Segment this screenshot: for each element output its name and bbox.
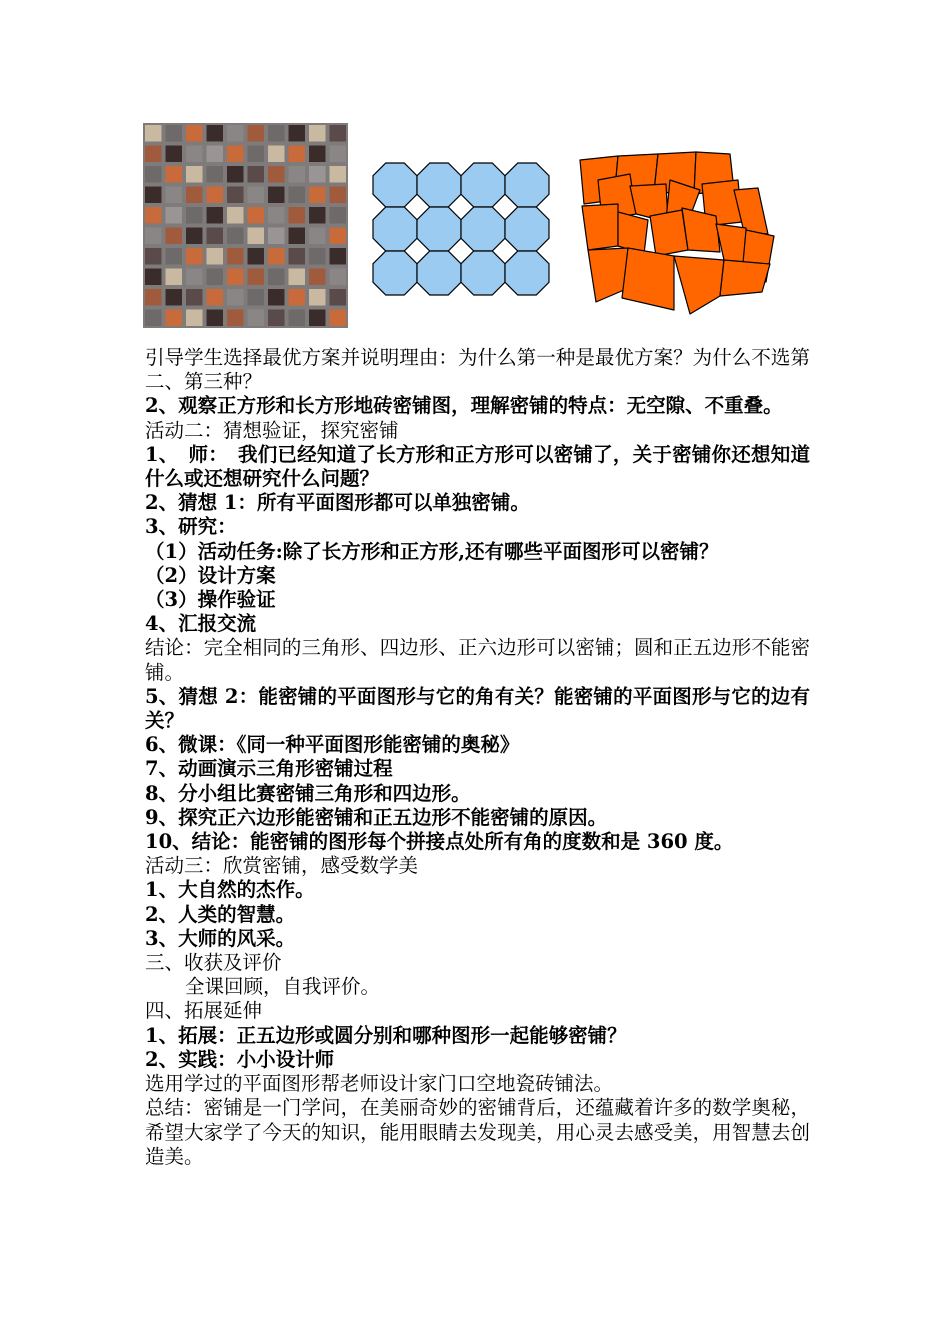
section-heading: 四、拓展延伸 [145,999,263,1023]
mosaic-tile [145,228,162,245]
mosaic-tile [248,289,265,306]
mosaic-tile [207,269,224,286]
mosaic-tile [145,248,162,265]
text-line: 3、研究： [145,515,237,539]
mosaic-tile [207,228,224,245]
mosaic-tile [289,146,306,163]
mosaic-tile [309,289,326,306]
lesson-plan-text [145,346,810,1169]
mosaic-tile [166,248,183,265]
mosaic-tile [248,146,265,163]
mosaic-tile [227,248,244,265]
text-line: 10、结论：能密铺的图形每个拼接点处所有角的度数和是 360 度。 [145,830,734,854]
mosaic-tile [330,166,347,183]
text-line: 7、动画演示三角形密铺过程 [145,757,393,781]
mosaic-tile [186,146,203,163]
mosaic-tile [330,207,347,224]
text-line: 5、猜想 2：能密铺的平面图形与它的角有关？能密铺的平面图形与它的边有关？ [145,684,810,733]
quad-tile [582,204,618,250]
mosaic-tile [268,207,285,224]
text-line: 全课回顾，自我评价。 [185,975,381,999]
mosaic-tile [330,248,347,265]
text-line: 总结：密铺是一门学问，在美丽奇妙的密铺背后，还蕴藏着许多的数学奥秘，希望大家学了今天的知识，能用眼睛去发现美，用心灵去感受美，用智慧去创造美。 [145,1096,810,1168]
octagon-tile [461,251,505,295]
mosaic-tile [145,125,162,142]
octagon-tile [417,251,461,295]
text-line: 1、 师： 我们已经知道了长方形和正方形可以密铺了，关于密铺你还想知道什么或还想研究什么问题？ [145,442,810,491]
octagon-tile [505,163,549,207]
octagon-tile [373,207,417,251]
mosaic-tile [186,125,203,142]
mosaic-tile [186,248,203,265]
mosaic-tile [145,289,162,306]
mosaic-tile [268,187,285,204]
mosaic-tile [309,166,326,183]
octagon-tile [505,207,549,251]
mosaic-tile [166,228,183,245]
mosaic-tile [268,310,285,327]
text-line: 2、人类的智慧。 [145,902,296,926]
text-line: 4、汇报交流 [145,612,257,636]
mosaic-tile [145,310,162,327]
mosaic-tile [289,187,306,204]
mosaic-tile [248,125,265,142]
mosaic-tile [309,207,326,224]
mosaic-tile [268,289,285,306]
mosaic-tile [330,146,347,163]
mosaic-tile [289,248,306,265]
mosaic-tile [248,207,265,224]
mosaic-tile [289,228,306,245]
mosaic-tile [248,269,265,286]
mosaic-tile [248,310,265,327]
mosaic-tile [145,146,162,163]
mosaic-tile [248,166,265,183]
mosaic-tile [227,310,244,327]
section-heading: 三、收获及评价 [145,951,282,975]
mosaic-tile [145,269,162,286]
mosaic-tile [186,228,203,245]
section-heading: 活动二：猜想验证，探究密铺 [145,418,399,442]
mosaic-tile [309,228,326,245]
mosaic-tile [309,125,326,142]
mosaic-tile [309,248,326,265]
mosaic-tile [289,310,306,327]
text-line: （1）活动任务:除了长方形和正方形,还有哪些平面图形可以密铺？ [145,539,719,563]
text-line: （2）设计方案 [145,563,276,587]
quadrilateral-tiling-image [578,150,778,320]
mosaic-tile [268,166,285,183]
mosaic-tile [289,207,306,224]
mosaic-tile [166,125,183,142]
mosaic-tile [227,146,244,163]
quad-tile [650,210,688,256]
mosaic-tile [309,310,326,327]
mosaic-tile [207,187,224,204]
mosaic-tile [145,166,162,183]
mosaic-tile [289,289,306,306]
text-line: （3）操作验证 [145,588,276,612]
mosaic-tile [227,166,244,183]
mosaic-tile [330,269,347,286]
octagon-tile [373,163,417,207]
mosaic-tile [227,207,244,224]
mosaic-tile [289,269,306,286]
mosaic-tile [207,248,224,265]
figure-row [140,120,780,335]
mosaic-tile [330,228,347,245]
mosaic-tile [330,125,347,142]
quad-group [580,152,774,314]
text-line: 3、大师的风采。 [145,926,296,950]
octagon-tile [417,207,461,251]
mosaic-tile [145,187,162,204]
mosaic-tile [207,146,224,163]
octagon-tile [505,251,549,295]
section-heading: 活动三：欣赏密铺，感受数学美 [145,854,419,878]
mosaic-tile [330,310,347,327]
quad-tile [622,248,674,310]
text-line: 8、分小组比赛密铺三角形和四边形。 [145,781,471,805]
octagon-tile [461,207,505,251]
mosaic-tile [186,269,203,286]
octagon-tile [417,163,461,207]
text-line: 1、大自然的杰作。 [145,878,315,902]
mosaic-tile [227,125,244,142]
text-line: 选用学过的平面图形帮老师设计家门口空地瓷砖铺法。 [145,1072,614,1096]
mosaic-tile [186,207,203,224]
mosaic-tile [207,125,224,142]
mosaic-tile [145,207,162,224]
octagon-tile [461,163,505,207]
mosaic-tile [227,269,244,286]
mosaic-tile [186,187,203,204]
mosaic-tile [207,289,224,306]
mosaic-tile [330,187,347,204]
mosaic-tile [166,269,183,286]
mosaic-tile [248,248,265,265]
quad-tile [674,256,724,314]
text-line: 结论：完全相同的三角形、四边形、正六边形可以密铺；圆和正五边形不能密铺。 [145,636,810,684]
mosaic-tile [227,187,244,204]
text-line: 2、实践：小小设计师 [145,1047,335,1071]
text-line: 1、拓展：正五边形或圆分别和哪种图形一起能够密铺？ [145,1023,627,1047]
mosaic-tile [227,228,244,245]
mosaic-tile [309,269,326,286]
octagon-tiling-image [372,162,552,297]
mosaic-tile [186,166,203,183]
mosaic-tile [289,166,306,183]
mosaic-tile [289,125,306,142]
square-tile-mosaic-image [143,123,348,328]
mosaic-tile [207,310,224,327]
mosaic-tile [268,228,285,245]
octagon-tile [373,251,417,295]
mosaic-tile [330,289,347,306]
mosaic-tile [309,146,326,163]
mosaic-tile [166,166,183,183]
text-line: 6、微课：《同一种平面图形能密铺的奥秘》 [145,733,520,757]
mosaic-tile [248,187,265,204]
mosaic-tile [166,289,183,306]
quad-tile [720,260,770,296]
mosaic-tile [268,125,285,142]
mosaic-tile [166,207,183,224]
mosaic-tile [166,146,183,163]
mosaic-tile [207,207,224,224]
mosaic-tile [186,289,203,306]
mosaic-tile [309,187,326,204]
text-line: 2、观察正方形和长方形地砖密铺图，理解密铺的特点：无空隙、不重叠。 [145,394,783,418]
mosaic-tile [166,187,183,204]
mosaic-tile [268,248,285,265]
mosaic-tile [248,228,265,245]
mosaic-tile [166,310,183,327]
mosaic-tile [186,310,203,327]
mosaic-tile [268,146,285,163]
mosaic-tile [207,166,224,183]
text-line: 引导学生选择最优方案并说明理由：为什么第一种是最优方案？为什么不选第二、第三种？ [145,346,810,394]
text-line: 2、猜想 1：所有平面图形都可以单独密铺。 [145,491,530,515]
text-line: 9、探究正六边形能密铺和正五边形不能密铺的原因。 [145,805,608,829]
mosaic-tile [227,289,244,306]
mosaic-tile [268,269,285,286]
